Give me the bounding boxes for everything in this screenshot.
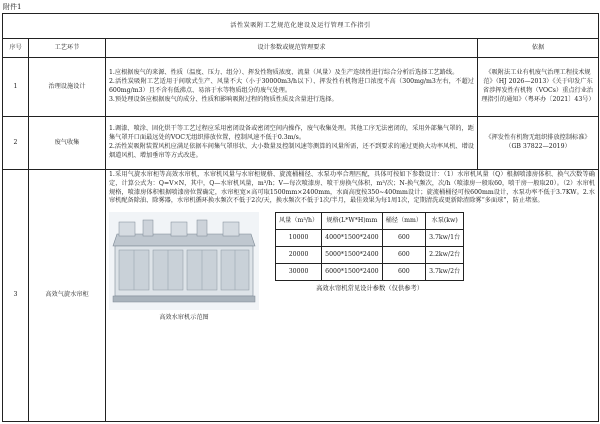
requirement-item: 2.活性炭吸附装置风机应满足依据车间集气罩形状、大小数量及控制风速等测算的风量所需，还不到要求的通过更换大功率风机、增设烟道风机、增加垂帘等方式改进。 <box>109 143 474 159</box>
spec-cell: 600 <box>382 264 425 281</box>
spec-row <box>276 264 464 281</box>
row-no: 1 <box>3 58 29 117</box>
table-row <box>3 58 599 117</box>
spec-cell: 5000*1500*2400 <box>322 247 382 264</box>
header-basis: 依据 <box>478 39 599 58</box>
requirement-item: 1.应根据废气的来源、性质（温度、压力、组分）、挥发性物质浓度、流量（风量）及生产连续性进行综合分析后选择工艺路线。 <box>109 69 459 77</box>
row-process: 高效气旋水帘柜 <box>29 170 106 422</box>
spec-cell: 10000 <box>276 230 322 247</box>
row-no: 3 <box>3 170 29 422</box>
spec-header: 风量（m³/h） <box>276 213 322 230</box>
requirement-item: 1.采用气旋水帘柜等高效水帘机，水帘机风量与水帘柜规格、旋流桶桶径、水泵功率合理匹配，具体可按如下参数设计：（1）水帘机风量（Q）根据喷漆房体积、换气次数等确定，计算公式为：Q=V×N，其中，Q—水帘机风量，m³/h；V—每次喷漆房、喷干房换气体积，m³/次；N-换气频次，次/h（喷漆房一般取60，喷干房一般取20）。（2）水帘机规格，喷漆房体积根据喷漆房位置确定，水帘柜宽×高可取1500mm×2400mm，水面高度按350~400mm设计；旋流桶桶径可按600mm设计，水泵功率不低于3.7KW。2.水帘机配备除油、除雾器，水帘机循环换水频次不低于2次/天，换水频次不低于1次/半月，最佳效果为每1周1次，定期清洗或更新除渣除雾“多面球”，防止堵塞。 <box>109 171 595 205</box>
spec-cell: 600 <box>382 247 425 264</box>
spec-header: 规格(L*W*H)mm <box>322 213 382 230</box>
attachment-label: 附件1 <box>3 3 22 11</box>
row-process: 废气收集 <box>29 117 106 170</box>
row-process: 治理设施设计 <box>29 58 106 117</box>
header-no: 序号 <box>3 39 29 58</box>
requirement-item: 1.调漆、喷涂、固化烘干等工艺过程应采用密闭设备或密闭空间内操作，废气收集处理。其他工序无法密闭的，采用外部集气罩的，距集气罩开口面最远处的VOC无组织排放位置，控制风速不低于0.3m/s。 <box>109 125 474 142</box>
header-requirement: 设计参数或规范管理要求 <box>106 39 478 58</box>
spec-cell: 4000*1500*2400 <box>322 230 382 247</box>
row-basis: 《吸附法工业有机废气治理工程技术规范》（HJ 2026—2013）《关于印发广东省涉挥发性有机物（VOCs）重点行业治理指引的通知》（粤环办〔2021〕43号） <box>478 58 599 117</box>
spec-cell: 30000 <box>276 264 322 281</box>
spec-row <box>276 230 464 247</box>
requirement-item: 3.预处理设备应根据废气的成分、性质和影响吸附过程的物质性质及含量进行选择。 <box>109 95 338 103</box>
spec-header: 桶径（mm） <box>382 213 425 230</box>
header-process: 工艺环节 <box>29 39 106 58</box>
spec-header: 水泵(kw) <box>426 213 464 230</box>
water-curtain-machine-image <box>109 212 259 310</box>
document-title: 活性炭吸附工艺规范化建设及运行管理工作指引 <box>3 14 599 39</box>
row-requirements <box>106 170 599 422</box>
spec-table <box>275 212 464 281</box>
guideline-table <box>2 13 599 422</box>
spec-cell: 3.7kw/1台 <box>426 230 464 247</box>
row-basis: 《挥发性有机物无组织排放控制标准》（GB 37822—2019） <box>478 117 599 170</box>
spec-cell: 600 <box>382 230 425 247</box>
requirement-item: 2.活性炭吸附工艺适用于间歇式生产、风量不大（小于30000m3/h以下）、挥发性有机物进口浓度不高（300mg/m3左右，不超过600mg/m3）且不含有低沸点、易溶于水等物质组分的废气处理。 <box>109 78 474 94</box>
spec-cell: 6000*1500*2400 <box>322 264 382 281</box>
figure-caption: 高效水帘机示范图 <box>159 314 209 322</box>
table-row <box>3 117 599 170</box>
spec-block <box>269 212 464 294</box>
spec-caption: 高效水帘机常见设计参数（仅供参考） <box>316 285 424 293</box>
spec-cell: 20000 <box>276 247 322 264</box>
table-row <box>3 170 599 422</box>
figure-block <box>109 212 259 323</box>
spec-cell: 2.2kw/2台 <box>426 247 464 264</box>
spec-row <box>276 247 464 264</box>
row-requirements <box>106 58 478 117</box>
spec-cell: 3.7kw/2台 <box>426 264 464 281</box>
row-requirements <box>106 117 478 170</box>
row-no: 2 <box>3 117 29 170</box>
